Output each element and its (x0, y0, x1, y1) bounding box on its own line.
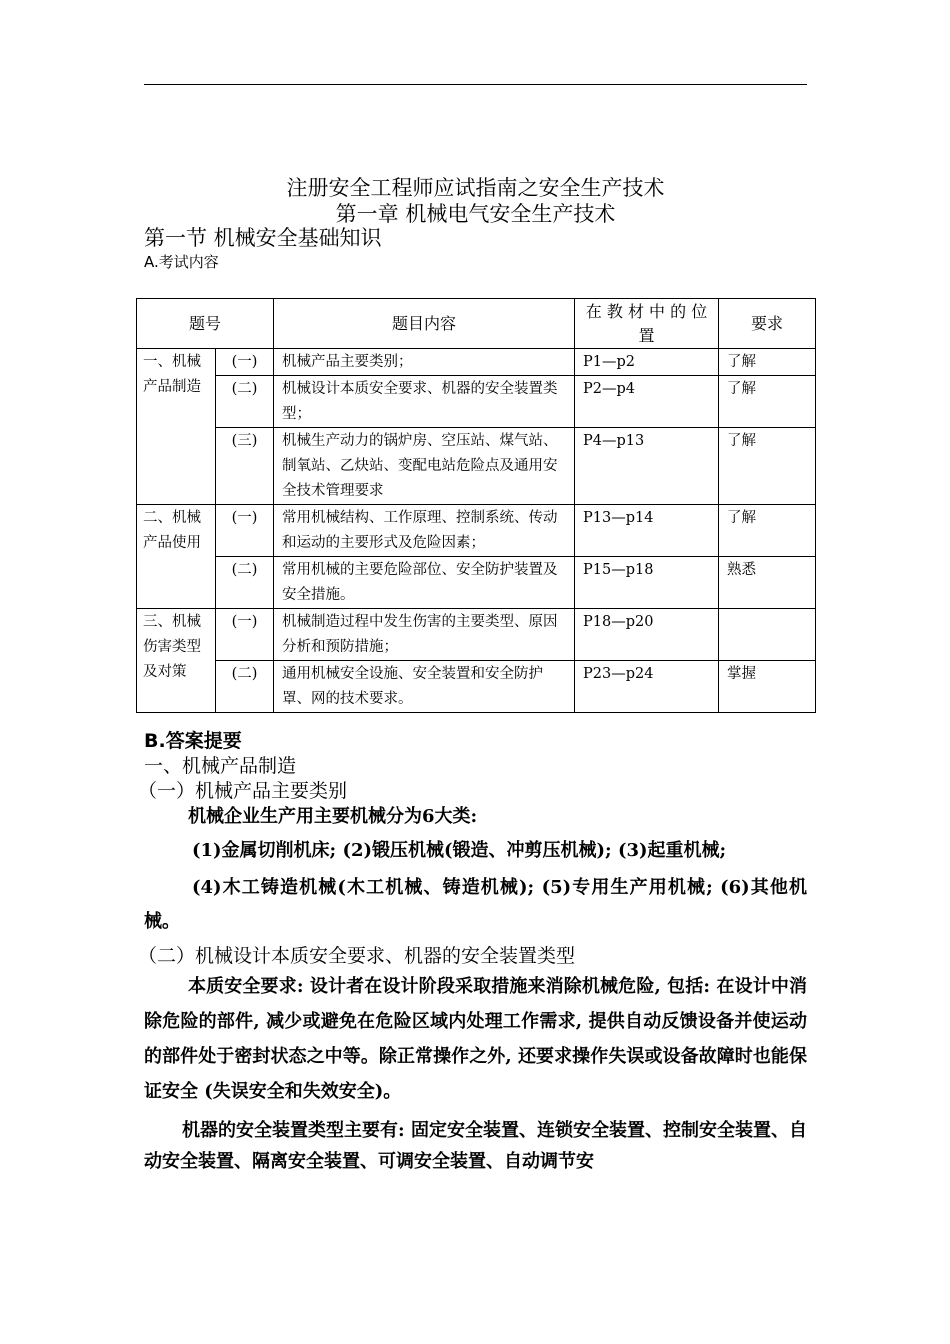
item-number: (二) (216, 376, 274, 428)
table-row (137, 609, 816, 661)
table-header-row (137, 299, 816, 349)
header-rule (144, 84, 807, 85)
header-content: 题目内容 (274, 299, 575, 349)
part-a-heading: A.考试内容 (144, 253, 219, 271)
table-row (137, 661, 816, 713)
b-paragraph-4: 本质安全要求: 设计者在设计阶段采取措施来消除机械危险, 包括: 在设计中消除危险的部件, 减少或避免在危险区域内处理工作需求, 提供自动反馈设备并使运动的部件处于密封状态之中等。除正常操作之外, 还要求操作失误或设备故障时也能保证安全 (失误安全和失效安全)。 (144, 976, 807, 1102)
b-paragraph-5: 机器的安全装置类型主要有: 固定安全装置、连锁安全装置、控制安全装置、自动安全装置、隔离安全装置、可调安全装置、自动调节安 (144, 1120, 807, 1172)
document-title: 注册安全工程师应试指南之安全生产技术 (286, 176, 665, 200)
item-content: 机械设计本质安全要求、机器的安全装置类型； (274, 376, 575, 428)
header-location: 在 教 材 中 的 位 置 (575, 299, 719, 349)
b-subheading-1: （一）机械产品主要类别 (138, 780, 348, 802)
table-row (137, 349, 816, 376)
item-requirement: 掌握 (719, 661, 816, 713)
item-number: (二) (216, 661, 274, 713)
item-content: 机械生产动力的锅炉房、空压站、煤气站、制氧站、乙炔站、变配电站危险点及通用安全技术管理要求 (274, 428, 575, 505)
item-content: 机械制造过程中发生伤害的主要类型、原因分析和预防措施； (274, 609, 575, 661)
item-requirement (719, 609, 816, 661)
b-heading-1: 一、机械产品制造 (144, 755, 297, 777)
table-row (137, 505, 816, 557)
chapter-title: 第一章 机械电气安全生产技术 (335, 202, 616, 226)
category-cell: 三、机械伤害类型及对策 (137, 609, 216, 713)
category-cell: 一、机械产品制造 (137, 349, 216, 505)
item-content: 通用机械安全设施、安全装置和安全防护罩、网的技术要求。 (274, 661, 575, 713)
table-row (137, 428, 816, 505)
category-cell: 二、机械产品使用 (137, 505, 216, 609)
item-pages: P23—p24 (575, 661, 719, 713)
b-subheading-2: （二）机械设计本质安全要求、机器的安全装置类型 (138, 945, 576, 967)
item-number: (一) (216, 349, 274, 376)
item-requirement: 了解 (719, 376, 816, 428)
section-title: 第一节 机械安全基础知识 (144, 226, 382, 250)
header-no: 题号 (137, 299, 274, 349)
table-row (137, 557, 816, 609)
item-pages: P13—p14 (575, 505, 719, 557)
item-content: 常用机械结构、工作原理、控制系统、传动和运动的主要形式及危险因素； (274, 505, 575, 557)
item-content: 常用机械的主要危险部位、安全防护装置及安全措施。 (274, 557, 575, 609)
item-pages: P1—p2 (575, 349, 719, 376)
item-number: (二) (216, 557, 274, 609)
b-paragraph-3: (4)木工铸造机械(木工机械、铸造机械); (5)专用生产用机械; (6)其他机械。 (144, 877, 807, 932)
requirements-table (136, 298, 816, 713)
item-requirement: 了解 (719, 428, 816, 505)
item-number: (一) (216, 505, 274, 557)
item-pages: P18—p20 (575, 609, 719, 661)
item-pages: P4—p13 (575, 428, 719, 505)
item-pages: P2—p4 (575, 376, 719, 428)
item-requirement: 了解 (719, 349, 816, 376)
header-requirement: 要求 (719, 299, 816, 349)
item-number: (一) (216, 609, 274, 661)
b-paragraph-1: 机械企业生产用主要机械分为6大类: (188, 806, 478, 827)
item-requirement: 熟悉 (719, 557, 816, 609)
b-paragraph-2: (1)金属切削机床; (2)锻压机械(锻造、冲剪压机械); (3)起重机械; (192, 840, 727, 861)
item-requirement: 了解 (719, 505, 816, 557)
item-number: (三) (216, 428, 274, 505)
answer-section (138, 729, 807, 1177)
item-pages: P15—p18 (575, 557, 719, 609)
part-b-heading: B.答案提要 (144, 730, 242, 752)
item-content: 机械产品主要类别； (274, 349, 575, 376)
table-row (137, 376, 816, 428)
